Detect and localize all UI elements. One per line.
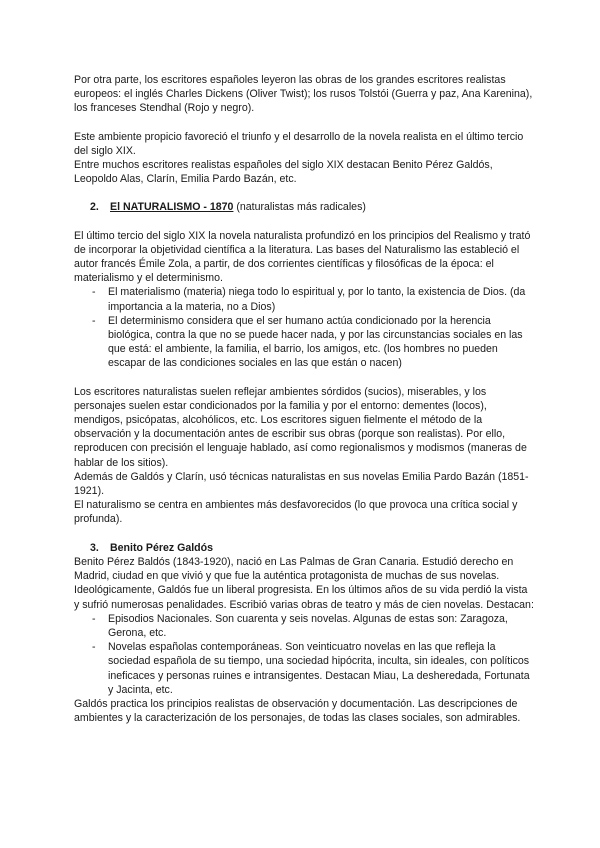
section-2-paragraph-1: El último tercio del siglo XIX la novela naturalista profundizó en los principios del Realismo y trató de incorporar la objetividad científica a la literatura. Las bases del Naturalismo las estableció el autor francés Émile Zola, a partir, de dos corrientes científicas y filosóficas de la época: el materialismo y el determinismo. [74,229,531,285]
section-3-list [74,612,534,697]
section-2-paragraph-3: Además de Galdós y Clarín, usó técnicas naturalistas en sus novelas Emilia Pardo Bazán (1851-1921). [74,470,529,498]
section-2-number: 2. [90,201,99,214]
section-3-title: Benito Pérez Galdós [110,541,214,554]
intro-paragraph-3: Entre muchos escritores realistas españoles del siglo XIX destacan Benito Pérez Galdós, Leopoldo Alas, Clarín, Emilia Pardo Bazán, etc. [74,159,493,186]
intro-paragraph-2: Este ambiente propicio favoreció el triunfo y el desarrollo de la novela realista en el último tercio del siglo XIX. [74,130,524,157]
section-3-number: 3. [90,541,99,554]
section-3-paragraph-2: Galdós practica los principios realistas de observación y documentación. Las descripciones de ambientes y la caracterización de los personajes, de todas las clases sociales, son admirables. [74,697,521,725]
section-2-title: El NATURALISMO - 1870 [110,201,234,214]
section-2-subtitle: (naturalistas más radicales) [233,201,366,214]
list-item: - El determinismo considera que el ser humano actúa condicionado por la herencia biológica, contra la que no se puede hacer nada, y por las circunstancias sociales en las que está: el ambiente, la familia, el barrio, los amigos, etc. (los hombres no pueden escapar de las condiciones sociales en las que están o nacen) [92,314,534,371]
section-2-list [74,285,534,370]
section-3-paragraph-1: Benito Pérez Baldós (1843-1920), nació en Las Palmas de Gran Canaria. Estudió derecho en Madrid, ciudad en que vivió y que fue la auténtica protagonista de muchas de sus novelas. Ideológicamente, Galdós fue un liberal progresista. En los últimos años de su vida perdió la vista y sufrió numerosas penalidades. Escribió varias obras de teatro y más de cien novelas. Destacan: [74,555,534,611]
section-3-heading [90,541,534,555]
list-item: - El materialismo (materia) niega todo lo espiritual y, por lo tanto, la existencia de Dios. (da importancia a la materia, no a Dios) [92,285,534,313]
list-item: - Episodios Nacionales. Son cuarenta y seis novelas. Algunas de estas son: Zaragoza, Gerona, etc. [92,612,534,640]
list-item: - Novelas españolas contemporáneas. Son veinticuatro novelas en las que refleja la sociedad española de su tiempo, una sociedad hipócrita, inculta, sin ideales, con políticos ineficaces y personas ruines e intransigentes. Destacan Miau, La desheredada, Fortunata y Jacinta, etc. [92,640,534,697]
intro-paragraph-1: Por otra parte, los escritores españoles leyeron las obras de los grandes escritores realistas europeos: el inglés Charles Dickens (Oliver Twist); los rusos Tolstói (Guerra y paz, Ana Karenina), los franceses Stendhal (Rojo y negro). [74,74,533,115]
section-2-paragraph-4: El naturalismo se centra en ambientes más desfavorecidos (lo que provoca una crítica social y profunda). [74,499,518,526]
section-2-paragraph-2: Los escritores naturalistas suelen reflejar ambientes sórdidos (sucios), miserables, y los personajes suelen estar condicionados por la familia y por el entorno: dementes (locos), mendigos, psicópatas, alcohólicos, etc. Los escritores siguen fielmente el método de la observación y la documentación antes de escribir sus obras (porque son realistas). Por ello, reproducen con precisión el lenguaje hablado, así como regionalismos y modismos (maneras de hablar de los sitios). [74,385,527,469]
section-2-heading [90,200,534,214]
text-column [74,73,534,725]
